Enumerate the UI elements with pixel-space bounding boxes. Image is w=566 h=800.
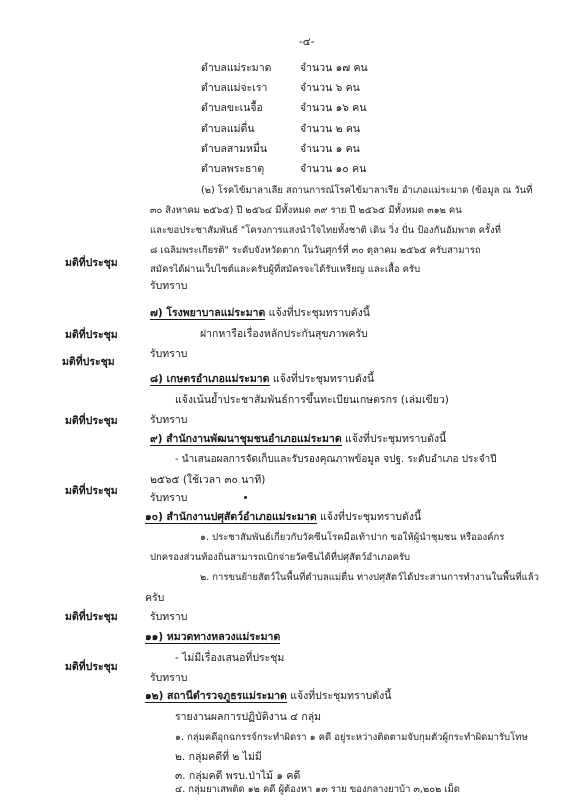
- acknowledged-text: รับทราบ: [150, 672, 188, 684]
- malaria-line-3: และขอประชาสัมพันธ์ "โครงการแสงนำใจไทยทั้งชาติ เดิน วิ่ง ปั่น ป้องกันอัมพาต ครั้งที่: [150, 225, 501, 236]
- district-count: จำนวน ๑๗ คน: [300, 62, 368, 74]
- section-12-rest: แจ้งที่ประชุมทราบดังนี้: [290, 690, 392, 702]
- district-name: ตำบลขะเนจื้อ: [201, 102, 263, 114]
- section-9-body-1: - นำเสนอผลการจัดเก็บและรับรองคุณภาพข้อมูล จปฐ. ระดับอำเภอ ประจำปี: [175, 454, 497, 465]
- section-10-body-4: ครับ: [145, 592, 165, 604]
- resolution-label: มติที่ประชุม: [65, 415, 118, 427]
- district-name: ตำบลพระธาตุ: [201, 163, 265, 175]
- malaria-line-4: ๘ เฉลิมพระเกียรติ" ระดับจังหวัดตาก ในวันศุกร์ที่ ๓๐ ตุลาคม ๒๕๖๕ ครับสามารถ: [150, 245, 481, 256]
- section-12-group-4a: ๔. กลุ่มยาเสพติด ๑๒ คดี ผู้ต้องหา ๑๓ ราย ของกลางยาบ้า ๓,๒๐๒ เม็ด: [175, 784, 460, 795]
- stray-mark: [244, 496, 247, 499]
- section-9-title: ๙) สำนักงานพัฒนาชุมชนอำเภอแม่ระมาด: [150, 433, 342, 445]
- malaria-line-1: (๒) โรคไข้มาลาเลีย สถานการณ์โรคไข้มาลาเรีย อำเภอแม่ระมาด (ข้อมูล ณ วันที่: [201, 185, 533, 196]
- district-count: จำนวน ๑๖ คน: [300, 102, 367, 114]
- malaria-line-2: ๓๐ สิงหาคม ๒๕๖๕) ปี ๒๕๖๔ มีทั้งหมด ๓๙ ราย ปี ๒๕๖๕ มีทั้งหมด ๓๑๒ คน: [150, 205, 462, 216]
- acknowledged-text: รับทราบ: [150, 348, 188, 360]
- resolution-label: มติที่ประชุม: [65, 257, 118, 269]
- acknowledged-text: รับทราบ: [150, 414, 188, 426]
- page-number: -๔-: [299, 36, 315, 48]
- district-name: ตำบลแม่จะเรา: [201, 82, 268, 94]
- section-8-heading: [150, 374, 374, 385]
- resolution-label: มติที่ประชุม: [62, 356, 115, 368]
- district-count: จำนวน ๑๐ คน: [300, 163, 367, 175]
- section-10-body-1: ๑. ประชาสัมพันธ์เกี่ยวกับวัคซีนโรคมือเท้าปาก ขอให้ผู้นำชุมชน หรือองค์กร: [200, 532, 505, 543]
- section-12-heading: [145, 691, 391, 702]
- section-12-title: ๑๒) สถานีตำรวจภูธรแม่ระมาด: [145, 690, 287, 702]
- section-10-heading: [145, 512, 421, 523]
- section-9-rest: แจ้งที่ประชุมทราบดังนี้: [344, 433, 447, 445]
- section-7-rest: แจ้งที่ประชุมทราบดังนี้: [268, 307, 370, 319]
- district-count: จำนวน ๑ คน: [300, 143, 360, 155]
- section-8-body: แจ้งเน้นย้ำประชาสัมพันธ์การขึ้นทะเบียนเกษตรกร (เล่มเขียว): [175, 394, 449, 406]
- section-12-group-1: ๑. กลุ่มคดีอุกฉกรรจ์กระทำผิดรา ๑ คดี อยู่ระหว่างติดตามจับกุมตัวผู้กระทำผิดมารับโทษ: [175, 732, 528, 743]
- section-11-heading: [145, 632, 280, 643]
- district-name: ตำบลแม่ระมาด: [201, 62, 272, 74]
- acknowledged-text: รับทราบ: [150, 280, 188, 292]
- section-10-body-3: ๒. การขนย้ายสัตว์ในพื้นที่ตำบลแม่ตื่น ทางปศุสัตว์ได้ประสานการทำงานในพื้นที่แล้ว: [200, 572, 539, 583]
- section-12-group-3: ๓. กลุ่มคดี พรบ.ป่าไม้ ๑ คดี: [175, 770, 301, 782]
- resolution-label: มติที่ประชุม: [65, 611, 118, 623]
- resolution-label: มติที่ประชุม: [65, 661, 118, 673]
- section-9-heading: [150, 434, 446, 445]
- section-10-title: ๑๐) สำนักงานปศุสัตว์อำเภอแม่ระมาด: [145, 511, 317, 523]
- section-10-rest: แจ้งที่ประชุมทราบดังนี้: [320, 511, 422, 523]
- section-7-title: ๗) โรงพยาบาลแม่ระมาด: [150, 307, 266, 319]
- resolution-label: มติที่ประชุม: [65, 485, 118, 497]
- section-9-body-2: ๒๕๖๕ (ใช้เวลา ๓๐ นาที): [150, 474, 266, 486]
- section-7-heading: [150, 308, 370, 319]
- district-count: จำนวน ๒ คน: [300, 123, 361, 135]
- section-12-intro: รายงานผลการปฏิบัติงาน ๔ กลุ่ม: [175, 711, 322, 723]
- acknowledged-text: รับทราบ: [150, 611, 188, 623]
- section-10-body-2: ปกครองส่วนท้องถิ่นสามารถเบิกจ่ายวัคซีนได้ที่ปศุสัตว์อำเภอครับ: [150, 552, 411, 563]
- district-count: จำนวน ๖ คน: [300, 82, 360, 94]
- section-8-title: ๘) เกษตรอำเภอแม่ระมาด: [150, 373, 270, 385]
- section-8-rest: แจ้งที่ประชุมทราบดังนี้: [272, 373, 375, 385]
- district-name: ตำบลสามหมื่น: [201, 143, 268, 155]
- section-11-body: - ไม่มีเรื่องเสนอที่ประชุม: [175, 652, 285, 664]
- section-12-group-2: ๒. กลุ่มคดีที่ ๒ ไม่มี: [175, 751, 262, 763]
- resolution-label: มติที่ประชุม: [65, 329, 118, 341]
- acknowledged-text: รับทราบ: [150, 492, 188, 504]
- section-7-body: ฝากหารือเรื่องหลักประกันสุขภาพครับ: [200, 328, 368, 340]
- malaria-line-5: สมัครได้ผ่านเว็บไซต์และครับผู้ที่สมัครจะได้รับเหรียญ และเสื้อ ครับ: [150, 264, 421, 275]
- district-name: ตำบลแม่ตื่น: [201, 123, 255, 135]
- section-11-title: ๑๑) หมวดทางหลวงแม่ระมาด: [145, 631, 281, 643]
